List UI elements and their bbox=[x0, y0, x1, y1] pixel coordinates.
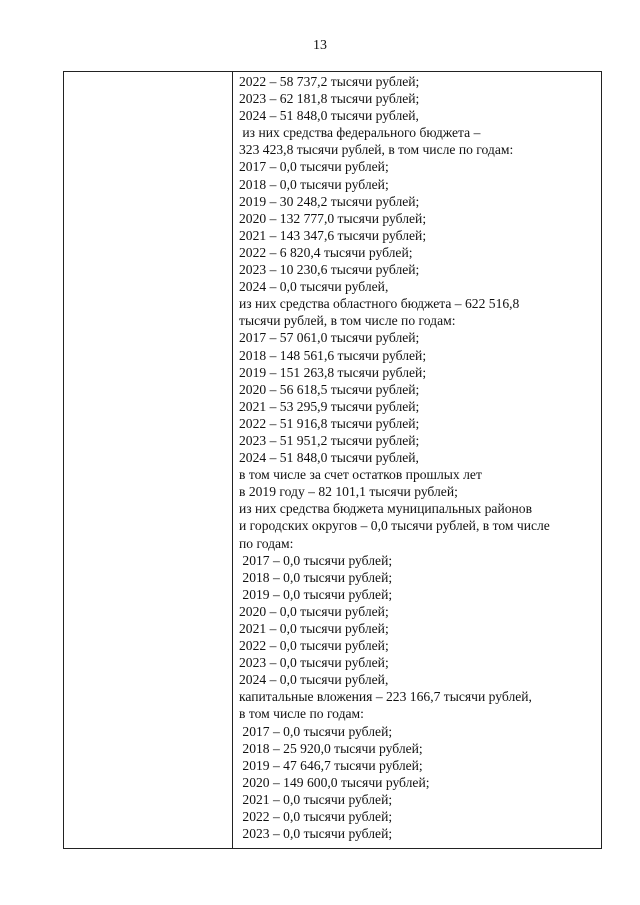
table-right-cell bbox=[239, 73, 599, 842]
text-line: 2024 – 0,0 тысячи рублей, bbox=[239, 672, 389, 688]
text-line: 2018 – 25 920,0 тысячи рублей; bbox=[239, 740, 423, 756]
text-line: и городских округов – 0,0 тысячи рублей, в том числе bbox=[239, 518, 550, 534]
text-line: из них средства федерального бюджета – bbox=[239, 125, 481, 141]
column-divider bbox=[232, 72, 233, 848]
text-line: 2024 – 51 848,0 тысячи рублей, bbox=[239, 108, 419, 124]
text-line: 2022 – 58 737,2 тысячи рублей; bbox=[239, 74, 420, 89]
text-line: из них средства бюджета муниципальных районов bbox=[239, 501, 533, 517]
text-line: из них средства областного бюджета – 622 516,8 bbox=[239, 296, 520, 312]
text-line: 2017 – 57 061,0 тысячи рублей; bbox=[239, 330, 420, 346]
text-line: 2017 – 0,0 тысячи рублей; bbox=[239, 552, 393, 568]
text-line: 2022 – 0,0 тысячи рублей; bbox=[239, 809, 393, 825]
text-line: 2017 – 0,0 тысячи рублей; bbox=[239, 723, 393, 739]
text-line: 323 423,8 тысячи рублей, в том числе по годам: bbox=[239, 142, 514, 158]
text-line: капитальные вложения – 223 166,7 тысячи рублей, bbox=[239, 689, 532, 705]
text-line: 2024 – 51 848,0 тысячи рублей, bbox=[239, 450, 419, 466]
text-line: 2019 – 0,0 тысячи рублей; bbox=[239, 586, 393, 602]
text-line: 2020 – 0,0 тысячи рублей; bbox=[239, 603, 389, 619]
table-left-cell bbox=[64, 72, 232, 848]
text-line: 2021 – 0,0 тысячи рублей; bbox=[239, 621, 389, 636]
text-line: 2018 – 148 561,6 тысячи рублей; bbox=[239, 347, 427, 363]
text-line: 2023 – 10 230,6 тысячи рублей; bbox=[239, 262, 420, 278]
text-line: 2023 – 0,0 тысячи рублей; bbox=[239, 826, 393, 842]
text-line: 2022 – 0,0 тысячи рублей; bbox=[239, 638, 389, 654]
text-line: в 2019 году – 82 101,1 тысячи рублей; bbox=[239, 484, 458, 500]
text-line: 2023 – 51 951,2 тысячи рублей; bbox=[239, 432, 420, 448]
text-line: 2021 – 143 347,6 тысячи рублей; bbox=[239, 227, 427, 243]
text-line: тысячи рублей, в том числе по годам: bbox=[239, 313, 456, 329]
text-line: 2020 – 132 777,0 тысячи рублей; bbox=[239, 210, 427, 226]
text-line: 2022 – 6 820,4 тысячи рублей; bbox=[239, 244, 413, 260]
page-number: 13 bbox=[313, 38, 327, 53]
text-line: 2020 – 149 600,0 тысячи рублей; bbox=[239, 774, 430, 790]
text-line: 2017 – 0,0 тысячи рублей; bbox=[239, 159, 389, 175]
text-line: 2019 – 30 248,2 тысячи рублей; bbox=[239, 193, 420, 209]
text-line: 2020 – 56 618,5 тысячи рублей; bbox=[239, 381, 420, 397]
text-line: 2024 – 0,0 тысячи рублей, bbox=[239, 279, 389, 295]
text-line: в том числе по годам: bbox=[239, 706, 364, 722]
text-line: 2018 – 0,0 тысячи рублей; bbox=[239, 569, 393, 585]
text-line: 2021 – 53 295,9 тысячи рублей; bbox=[239, 398, 420, 414]
text-line: 2022 – 51 916,8 тысячи рублей; bbox=[239, 415, 420, 431]
text-line: 2018 – 0,0 тысячи рублей; bbox=[239, 176, 389, 192]
budget-table bbox=[63, 71, 602, 849]
text-line: в том числе за счет остатков прошлых лет bbox=[239, 467, 482, 483]
text-line: 2019 – 151 263,8 тысячи рублей; bbox=[239, 364, 427, 380]
text-line: 2023 – 62 181,8 тысячи рублей; bbox=[239, 91, 420, 107]
text-line: 2019 – 47 646,7 тысячи рублей; bbox=[239, 757, 423, 773]
text-line: 2023 – 0,0 тысячи рублей; bbox=[239, 655, 389, 671]
text-line: 2021 – 0,0 тысячи рублей; bbox=[239, 791, 393, 807]
text-line: по годам: bbox=[239, 535, 294, 551]
